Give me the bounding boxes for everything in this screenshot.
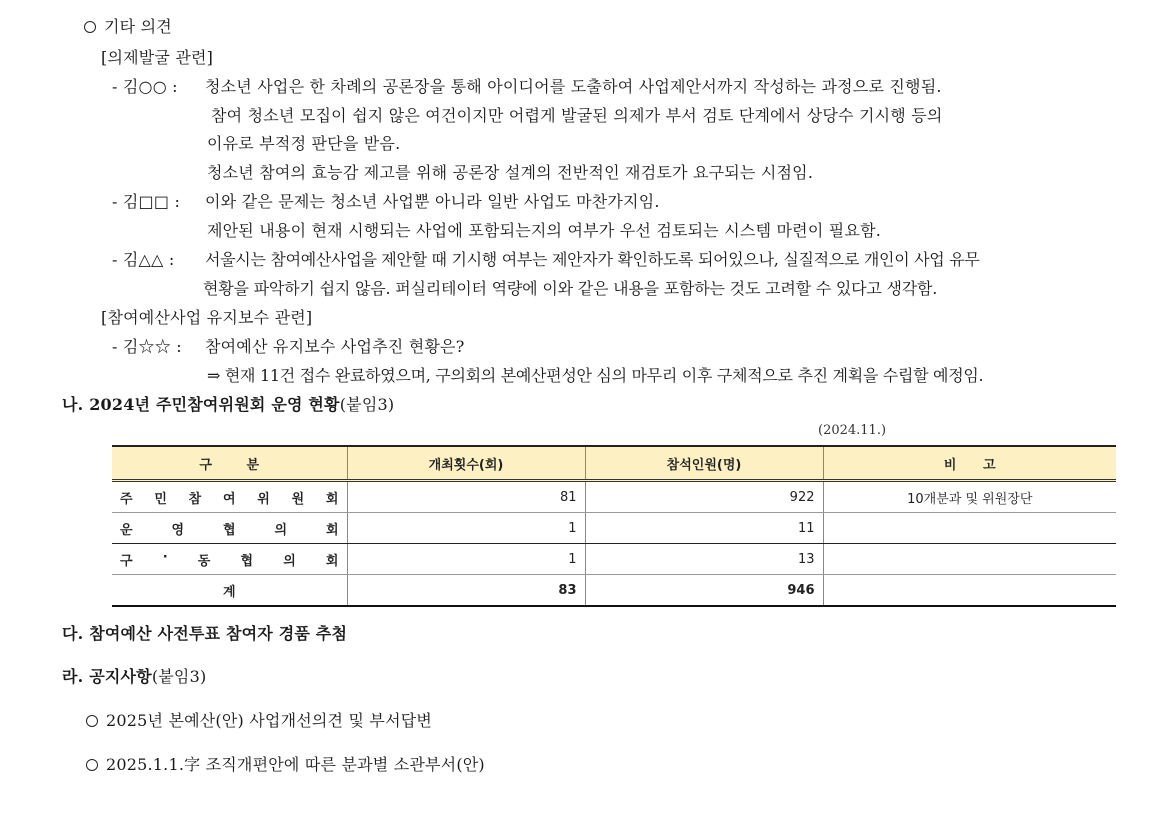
note-cell <box>823 513 1116 544</box>
attendees-cell: 13 <box>585 544 823 575</box>
table-header-row <box>112 446 1116 481</box>
other-opinions-heading: 기타 의견 <box>84 17 172 37</box>
table-date-note: (2024.11.) <box>818 423 887 438</box>
comment-line: 청소년 사업은 한 차례의 공론장을 통해 아이디어를 도출하여 사업제안서까지 작성하는 과정으로 진행됨. <box>205 77 942 96</box>
table-row <box>112 481 1116 513</box>
row-label: 운 영 협 의 회 <box>112 513 347 544</box>
notice-item: 2025.1.1.字 조직개편안에 따른 분과별 소관부서(안) <box>86 755 485 775</box>
meetings-cell: 1 <box>347 544 585 575</box>
question-line: 참여예산 유지보수 사업추진 현황은? <box>205 337 465 356</box>
speaker-label: - 김△△ : <box>112 250 175 269</box>
speaker-label: - 김○○ : <box>112 77 178 96</box>
committee-status-table <box>112 445 1116 607</box>
comment-line: 청소년 참여의 효능감 제고를 위해 공론장 설계의 전반적인 재검토가 요구되는 시점임. <box>207 163 814 182</box>
notice-item: 2025년 본예산(안) 사업개선의견 및 부서답변 <box>86 711 432 731</box>
comment-line: 참여 청소년 모집이 쉽지 않은 여건이지만 어렵게 발굴된 의제가 부서 검토 단계에서 상당수 기시행 등의 <box>211 106 943 125</box>
circle-bullet-icon <box>84 21 96 33</box>
comment-line: 제안된 내용이 현재 시행되는 사업에 포함되는지의 여부가 우선 검토되는 시스템 마련이 필요함. <box>207 221 882 240</box>
speaker-label: - 김□□ : <box>112 192 181 211</box>
row-label: 구 · 동 협 의 회 <box>112 544 347 575</box>
header-meetings: 개최횟수(회) <box>347 446 585 481</box>
speaker-label: - 김☆☆ : <box>112 337 182 356</box>
comment-line: 이와 같은 문제는 청소년 사업뿐 아니라 일반 사업도 마찬가지임. <box>205 192 660 211</box>
meetings-cell: 81 <box>347 481 585 513</box>
total-meetings: 83 <box>347 575 585 607</box>
total-attendees: 946 <box>585 575 823 607</box>
comment-line: 이유로 부적정 판단을 받음. <box>207 134 401 153</box>
total-label: 계 <box>112 575 347 607</box>
meetings-cell: 1 <box>347 513 585 544</box>
row-label: 주 민 참 여 위 원 회 <box>112 481 347 513</box>
circle-bullet-icon <box>86 715 98 727</box>
note-cell <box>823 544 1116 575</box>
agenda-section-title: [의제발굴 관련] <box>101 48 214 67</box>
table-total-row <box>112 575 1116 607</box>
header-category: 구 분 <box>112 446 347 481</box>
section-ra-title: 라. 공지사항(붙임3) <box>62 667 207 686</box>
total-note <box>823 575 1116 607</box>
table-row <box>112 513 1116 544</box>
answer-line: ⇒ 현재 11건 접수 완료하였으며, 구의회의 본예산편성안 심의 마무리 이후 구체적으로 추진 계획을 수립할 예정임. <box>207 366 984 385</box>
circle-bullet-icon <box>86 759 98 771</box>
header-note: 비 고 <box>823 446 1116 481</box>
comment-line: 현황을 파악하기 쉽지 않음. 퍼실리테이터 역량에 이와 같은 내용을 포함하는 것도 고려할 수 있다고 생각함. <box>203 279 938 298</box>
attendees-cell: 11 <box>585 513 823 544</box>
note-cell: 10개분과 및 위원장단 <box>823 481 1116 513</box>
section-da-title: 다. 참여예산 사전투표 참여자 경품 추첨 <box>62 624 348 643</box>
table-row <box>112 544 1116 575</box>
attendees-cell: 922 <box>585 481 823 513</box>
header-attendees: 참석인원(명) <box>585 446 823 481</box>
maintenance-section-title: [참여예산사업 유지보수 관련] <box>101 308 313 327</box>
comment-line: 서울시는 참여예산사업을 제안할 때 기시행 여부는 제안자가 확인하도록 되어있으나, 실질적으로 개인이 사업 유무 <box>205 250 980 269</box>
section-na-title: 나. 2024년 주민참여위원회 운영 현황(붙임3) <box>62 395 395 414</box>
